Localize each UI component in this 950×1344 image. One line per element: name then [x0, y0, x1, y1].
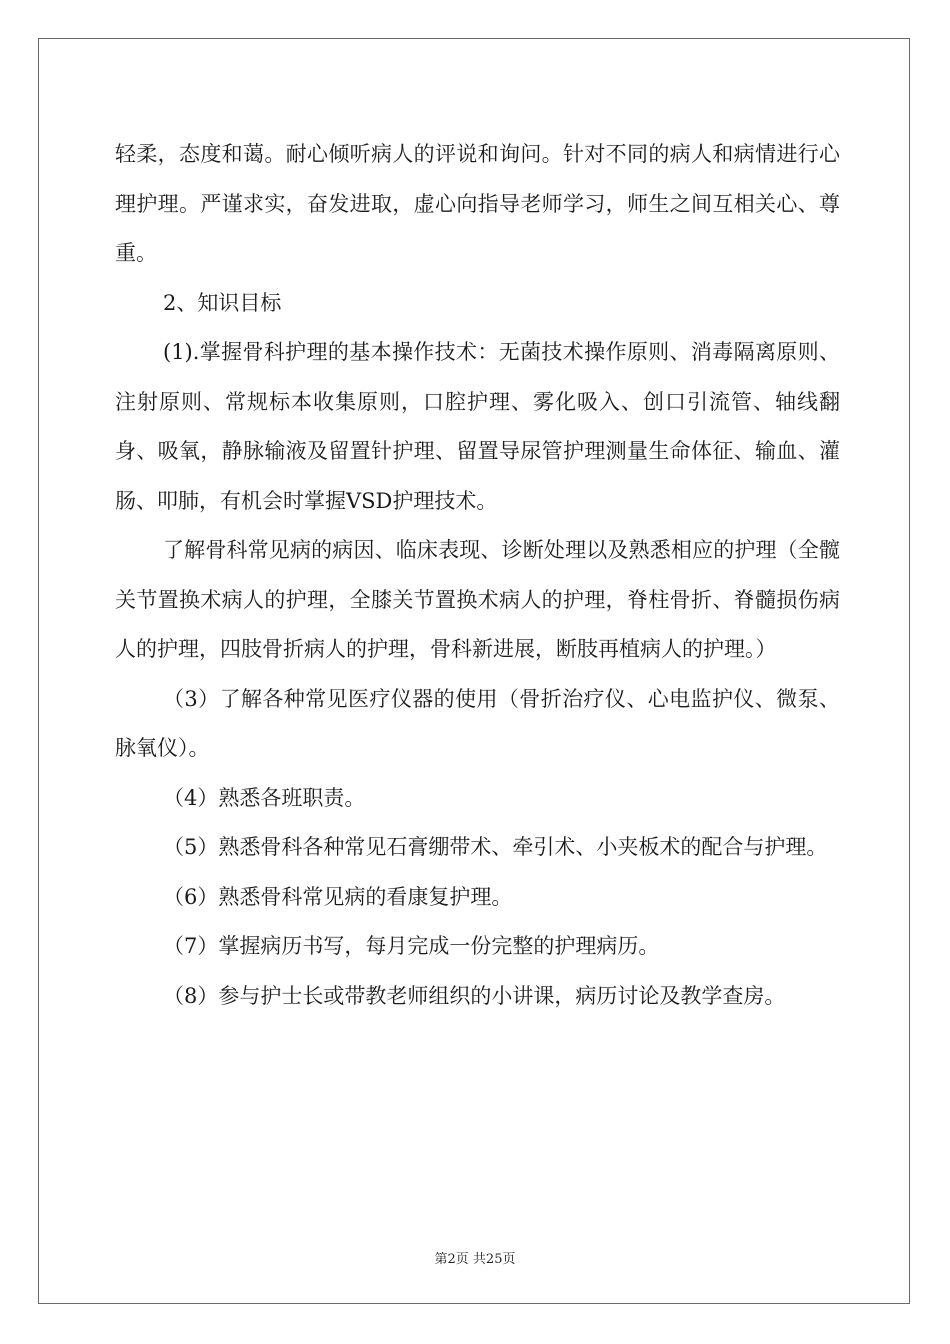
paragraph-item-5: （5）熟悉骨科各种常见石膏绷带术、牵引术、小夹板术的配合与护理。	[163, 835, 828, 859]
document-body	[115, 130, 840, 1021]
paragraph-item-4: （4）熟悉各班职责。	[163, 785, 366, 810]
paragraph-item-7: （7）掌握病历书写，每月完成一份完整的护理病历。	[163, 934, 660, 958]
paragraph-item-6: （6）熟悉骨科常见病的看康复护理。	[163, 884, 513, 909]
paragraph-item-3: （3）了解各种常见医疗仪器的使用（骨折治疗仪、心电监护仪、微泵、脉氧仪）。	[115, 686, 840, 760]
paragraph-item-8: （8）参与护士长或带教老师组织的小讲课，病历讨论及教学查房。	[163, 983, 786, 1008]
paragraph-item-2: 了解骨科常见病的病因、临床表现、诊断处理以及熟悉相应的护理（全髋关节置换术病人的护理，全膝关节置换术病人的护理，脊柱骨折、脊髓损伤病人的护理，四肢骨折病人的护理，骨科新进展，断肢再植病人的护理。）	[115, 538, 840, 661]
section-heading-knowledge-goals: 2、知识目标	[163, 290, 282, 315]
paragraph-1: 轻柔，态度和蔼。耐心倾听病人的评说和询问。针对不同的病人和病情进行心理护理。严谨求实，奋发进取，虚心向指导老师学习，师生之间互相关心、尊重。	[115, 142, 840, 265]
paragraph-item-1: (1).掌握骨科护理的基本操作技术：无菌技术操作原则、消毒隔离原则、注射原则、常规标本收集原则，口腔护理、雾化吸入、创口引流管、轴线翻身、吸氧，静脉输液及留置针护理、留置导尿管护理测量生命体征、输血、灌肠、叩肺，有机会时掌握VSD护理技术。	[115, 340, 840, 513]
page-number-footer: 第2页 共25页	[434, 1252, 516, 1267]
